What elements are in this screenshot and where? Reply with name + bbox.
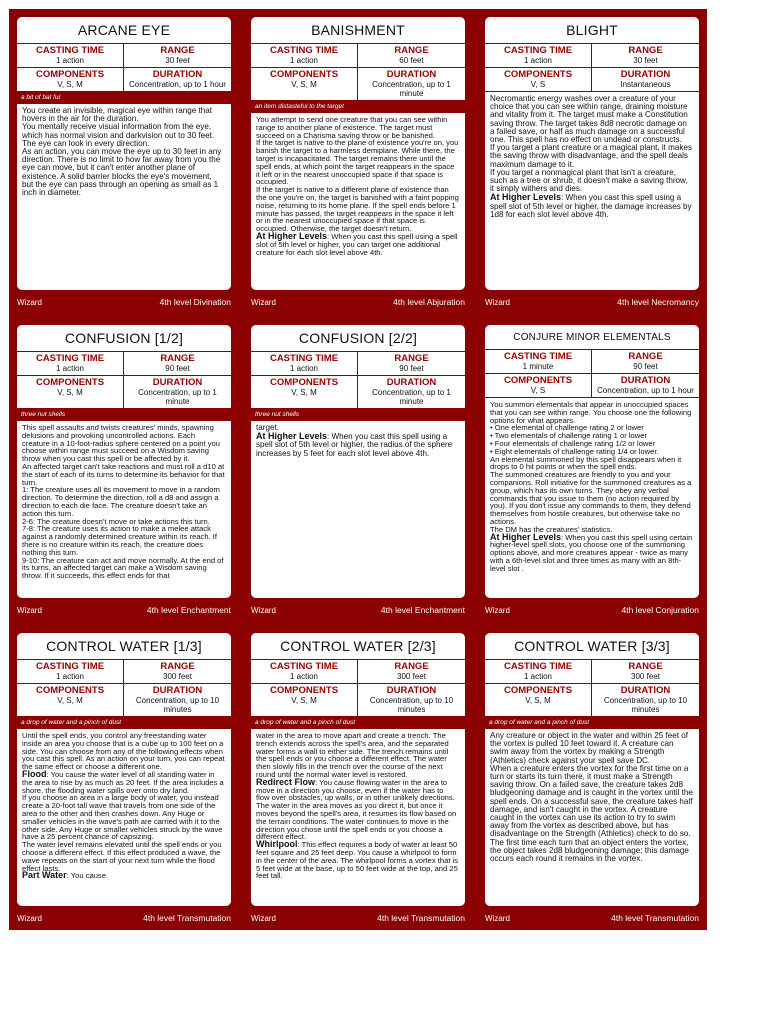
components-value: V, S, M bbox=[291, 80, 317, 89]
casting-time-value: 1 minute bbox=[522, 362, 554, 371]
bullet-item: • Two elementals of challenge rating 1 or lower bbox=[490, 431, 648, 441]
range-value: 90 feet bbox=[399, 364, 424, 373]
range-label: RANGE bbox=[160, 353, 195, 364]
casting-time-value: 1 action bbox=[55, 364, 85, 373]
description-paragraph: 1: The creature uses all its movement to move in a random direction. To determine the direction, roll a d8 and assign a direction to each die face. The creature doesn't take an action this turn. bbox=[22, 485, 220, 518]
spell-description bbox=[485, 729, 699, 863]
spell-card-control-water-3 bbox=[477, 625, 707, 930]
description-paragraph: You mentally receive visual information from the eye, which has normal vision and darkvision out to 30 feet. The eye can look in every direction. bbox=[22, 122, 215, 148]
card-title: CONTROL WATER [2/3] bbox=[280, 638, 436, 654]
card-footer bbox=[251, 602, 465, 618]
stats-grid bbox=[485, 349, 699, 398]
material-component: a drop of water and a pinch of dust bbox=[485, 717, 699, 729]
description-paragraph: An affected target can't take reactions and must roll a d10 at the start of each of its turns to determine its behavior for that turn. bbox=[22, 461, 225, 487]
range-value: 300 feet bbox=[397, 672, 426, 681]
duration-value: Concentration, up to 1 minute bbox=[372, 80, 451, 98]
material-component: an item distasteful to the target bbox=[251, 101, 465, 113]
duration-label: DURATION bbox=[620, 69, 671, 80]
class-label: Wizard bbox=[251, 297, 276, 307]
class-label: Wizard bbox=[485, 605, 510, 615]
casting-time-value: 1 action bbox=[289, 56, 319, 65]
casting-time-label: CASTING TIME bbox=[269, 353, 339, 364]
material-component: a bit of bat fur bbox=[17, 92, 231, 104]
description-paragraph: Any creature or object in the water and within 25 feet of the vortex is pulled 10 feet toward it. A creature can swim away from the vortex by making a Strength (Athletics) check against your spell save DC. bbox=[490, 731, 688, 765]
casting-time-value: 1 action bbox=[289, 364, 319, 373]
casting-time-value: 1 action bbox=[523, 672, 553, 681]
stats-grid bbox=[17, 351, 231, 409]
card-title: CONFUSION [2/2] bbox=[298, 330, 418, 346]
spell-card-banishment bbox=[243, 9, 473, 314]
higher-levels-label: At Higher Levels bbox=[256, 431, 328, 442]
spell-description bbox=[251, 421, 465, 458]
bullet-item: • Eight elementals of challenge rating 1/4 or lower. bbox=[490, 446, 659, 456]
spell-card-conjure-minor-elementals bbox=[477, 317, 707, 622]
spell-card-arcane-eye bbox=[9, 9, 239, 314]
description-paragraph: If you choose an area in a large body of water, you instead create a 20-foot tall wave that travels from one side of the area to the other and then crashes down. Any Huge or smaller vehicles in the wave's path are carried with it to the other side. Any Huge or smaller vehicles struck by the wave have a 25 percent chance of capsizing. bbox=[22, 793, 223, 842]
duration-label: DURATION bbox=[152, 69, 203, 80]
card-footer bbox=[17, 910, 231, 926]
level-school-label: 4th level Transmutation bbox=[377, 913, 465, 923]
casting-time-value: 1 action bbox=[55, 672, 85, 681]
card-footer bbox=[485, 910, 699, 926]
casting-time-label: CASTING TIME bbox=[35, 661, 105, 672]
casting-time-label: CASTING TIME bbox=[35, 353, 105, 364]
description-paragraph: You summon elementals that appear in unoccupied spaces that you can see within range. You choose one the following options for what appears. bbox=[490, 400, 692, 425]
casting-time-label: CASTING TIME bbox=[503, 661, 573, 672]
description-paragraph: If the target is native to the plane of existence you're on, you banish the target to a harmless demiplane. While there, the target is incapacitated. The target remains there until the spell ends, at which point the target reappears in the space it left or in the nearest unoccupied space if that space is occupied. bbox=[256, 138, 459, 187]
description-paragraph: 2-6: The creature doesn't move or take actions this turn. bbox=[22, 516, 210, 526]
description-paragraph: 7-8: The creature uses its action to make a melee attack against a randomly determined creature within its reach. If there is no creature within its reach, the creature does nothing this turn. bbox=[22, 524, 218, 557]
range-value: 300 feet bbox=[163, 672, 192, 681]
whirlpool-label: Whirlpool bbox=[256, 839, 298, 850]
higher-levels-text: : When you cast this spell using a spell slot of 5th level or higher, the radius of the sphere increases by 5 feet for each slot level above 4th. bbox=[256, 432, 453, 458]
spell-card-control-water-1 bbox=[9, 625, 239, 930]
components-label: COMPONENTS bbox=[35, 69, 105, 80]
components-label: COMPONENTS bbox=[503, 685, 573, 696]
spell-description bbox=[251, 113, 465, 256]
description-paragraph: Necromantic energy washes over a creature of your choice that you can see within range, draining moisture and vitality from it. The target must make a Constitution saving throw. The target takes 8d8 necrotic damage on a failed save, or half as much damage on a successful one. This spell has no effect on undead or constructs. bbox=[490, 94, 688, 145]
duration-value: Concentration, up to 10 minutes bbox=[135, 696, 220, 714]
class-label: Wizard bbox=[251, 913, 276, 923]
range-label: RANGE bbox=[628, 45, 663, 56]
spell-description bbox=[17, 421, 231, 580]
bullet-item: • One elemental of challenge rating 2 or lower bbox=[490, 423, 644, 433]
range-label: RANGE bbox=[394, 353, 429, 364]
bullet-item: • Four elementals of challenge rating 1/2 or lower bbox=[490, 438, 656, 448]
stats-grid bbox=[17, 659, 231, 717]
duration-value: Concentration, up to 10 minutes bbox=[603, 696, 688, 714]
components-label: COMPONENTS bbox=[269, 377, 339, 388]
description-paragraph: target. bbox=[256, 423, 279, 432]
flood-paragraph bbox=[22, 768, 225, 795]
higher-levels-label: At Higher Levels bbox=[256, 230, 328, 241]
flood-label: Flood bbox=[22, 768, 47, 779]
stats-grid bbox=[251, 351, 465, 409]
higher-levels-text: : When you cast this spell using a spell slot of 5th level or higher, the damage increases by 1d8 for each slot level above 4th. bbox=[490, 193, 692, 219]
components-label: COMPONENTS bbox=[35, 685, 105, 696]
material-component: a drop of water and a pinch of dust bbox=[251, 717, 465, 729]
spell-card-confusion-2 bbox=[243, 317, 473, 622]
level-school-label: 4th level Conjuration bbox=[621, 605, 699, 615]
card-title: BANISHMENT bbox=[311, 22, 405, 38]
stats-grid bbox=[251, 43, 465, 101]
casting-time-label: CASTING TIME bbox=[269, 661, 339, 672]
class-label: Wizard bbox=[17, 913, 42, 923]
card-title: CONFUSION [1/2] bbox=[64, 330, 184, 346]
material-component: three nut shells bbox=[251, 409, 465, 421]
card-title: CONTROL WATER [1/3] bbox=[46, 638, 202, 654]
level-school-label: 4th level Transmutation bbox=[611, 913, 699, 923]
card-footer bbox=[485, 294, 699, 310]
range-label: RANGE bbox=[160, 661, 195, 672]
level-school-label: 4th level Abjuration bbox=[393, 297, 465, 307]
redirect-flow-label: Redirect Flow bbox=[256, 776, 316, 787]
components-label: COMPONENTS bbox=[503, 69, 573, 80]
duration-value: Concentration, up to 10 minutes bbox=[369, 696, 454, 714]
spell-card-confusion-1 bbox=[9, 317, 239, 622]
spell-card-control-water-2 bbox=[243, 625, 473, 930]
class-label: Wizard bbox=[251, 605, 276, 615]
higher-levels-label: At Higher Levels bbox=[490, 531, 562, 542]
components-value: V, S bbox=[530, 386, 546, 395]
description-paragraph: water in the area to move apart and create a trench. The trench extends across the spell's area, and the separated water forms a wall to either side. The trench remains until the spell ends or you choose a different effect. The water then slowly fills in the trench over the course of the next round until the normal water level is restored. bbox=[256, 731, 449, 779]
part-water-label: Part Water bbox=[22, 870, 67, 881]
redirect-flow-text: : You cause flowing water in the area to move in a direction you choose, even if the water has to flow over obstacles, up walls, or in other unlikely directions. The water in the area moves as you direct it, but once it moves beyond the spell's area, it resumes its flow based on the terrain conditions. The water continues to move in the direction you chose until the spell ends or you choose a different effect. bbox=[256, 777, 457, 842]
description-paragraph: Until the spell ends, you control any freestanding water inside an area you choose that is a cube up to 100 feet on a side. You can choose from any of the following effects when you cast this spell. As an action on your turn, you can repeat the same effect or choose a different one. bbox=[22, 731, 225, 772]
part-water-paragraph bbox=[22, 872, 225, 880]
description-paragraph: An elemental summoned by this spell disappears when it drops to 0 hit points or when the spell ends. bbox=[490, 454, 682, 472]
spell-description bbox=[485, 398, 699, 573]
class-label: Wizard bbox=[485, 297, 510, 307]
description-paragraph: As an action, you can move the eye up to 30 feet in any direction. There is no limit to how far away from you the eye can move, but it can't enter another plane of existence. A solid barrier blocks the eye's movement, but the eye can pass through an opening as small as 1 inch in diameter. bbox=[22, 147, 222, 198]
duration-value: Concentration, up to 1 minute bbox=[138, 388, 217, 406]
description-paragraph: The DM has the creatures' statistics. bbox=[490, 524, 613, 534]
duration-label: DURATION bbox=[152, 377, 203, 388]
range-value: 90 feet bbox=[165, 364, 190, 373]
duration-label: DURATION bbox=[620, 375, 671, 386]
level-school-label: 4th level Divination bbox=[159, 297, 231, 307]
components-value: V, S bbox=[530, 80, 546, 89]
range-label: RANGE bbox=[628, 351, 663, 362]
casting-time-value: 1 action bbox=[55, 56, 85, 65]
duration-label: DURATION bbox=[620, 685, 671, 696]
components-value: V, S, M bbox=[57, 80, 83, 89]
card-footer bbox=[251, 910, 465, 926]
description-paragraph: The first time each turn that an object enters the vortex, the object takes 2d8 bludgeoning damage; this damage occurs each round it remains in the vortex. bbox=[490, 837, 689, 864]
card-footer bbox=[251, 294, 465, 310]
duration-value: Concentration, up to 1 hour bbox=[597, 386, 694, 395]
casting-time-label: CASTING TIME bbox=[269, 45, 339, 56]
components-value: V, S, M bbox=[57, 696, 83, 705]
card-title: CONTROL WATER [3/3] bbox=[514, 638, 670, 654]
higher-levels-paragraph bbox=[490, 193, 693, 219]
duration-label: DURATION bbox=[386, 685, 437, 696]
whirlpool-text: : This effect requires a body of water at least 50 feet square and 25 feet deep. You cause a whirlpool to form in the center of the area. The whirlpool forms a vortex that is 5 feet wide at the base, up to 50 feet wide at the top, and 25 feet tall. bbox=[256, 840, 459, 881]
range-value: 60 feet bbox=[399, 56, 424, 65]
range-label: RANGE bbox=[394, 45, 429, 56]
components-value: V, S, M bbox=[57, 388, 83, 397]
duration-label: DURATION bbox=[386, 377, 437, 388]
range-value: 90 feet bbox=[633, 362, 658, 371]
spell-description bbox=[17, 104, 231, 197]
range-value: 300 feet bbox=[631, 672, 660, 681]
level-school-label: 4th level Necromancy bbox=[617, 297, 699, 307]
part-water-text: : You cause bbox=[66, 871, 106, 881]
description-paragraph: If the target is native to a different plane of existence than the one you're on, the target is banished with a faint popping noise, returning to its home plane. If the spell ends before 1 minute has passed, the target reappears in the space it left or in the nearest unoccupied space if that space is occupied. Otherwise, the target doesn't return. bbox=[256, 185, 459, 234]
duration-value: Concentration, up to 1 hour bbox=[129, 80, 226, 89]
description-paragraph: 9-10: The creature can act and move normally. At the end of its turns, an affected target can make a Wisdom saving throw. If it succeeds, this effect ends for that bbox=[22, 555, 224, 581]
card-footer bbox=[485, 602, 699, 618]
range-label: RANGE bbox=[394, 661, 429, 672]
casting-time-label: CASTING TIME bbox=[35, 45, 105, 56]
range-value: 30 feet bbox=[165, 56, 190, 65]
material-component: three nut shells bbox=[17, 409, 231, 421]
spell-description bbox=[485, 92, 699, 219]
description-paragraph: This spell assaults and twists creatures' minds, spawning delusions and provoking uncontrolled actions. Each creature in a 10-foot-radius sphere centered on a point you choose within range must succeed on a Wisdom saving throw when you cast this spell or be affected by it. bbox=[22, 423, 220, 464]
stats-grid bbox=[485, 43, 699, 92]
card-title: BLIGHT bbox=[566, 22, 618, 38]
description-paragraph: You create an invisible, magical eye within range that hovers in the air for the duration. bbox=[22, 106, 213, 124]
higher-levels-label: At Higher Levels bbox=[490, 192, 562, 203]
components-label: COMPONENTS bbox=[269, 685, 339, 696]
card-title: ARCANE EYE bbox=[77, 22, 171, 38]
components-label: COMPONENTS bbox=[503, 375, 573, 386]
flood-text: : You cause the water level of all standing water in the area to rise by as much as 20 feet. If the area includes a shore, the flooding water spills over onto dry land. bbox=[22, 769, 224, 795]
casting-time-value: 1 action bbox=[523, 56, 553, 65]
stats-grid bbox=[485, 659, 699, 717]
components-label: COMPONENTS bbox=[269, 69, 339, 80]
description-paragraph: If you target a plant creature or a magical plant, it makes the saving throw with disadvantage, and the spell deals maximum damage to it. bbox=[490, 143, 692, 169]
casting-time-value: 1 action bbox=[289, 672, 319, 681]
level-school-label: 4th level Enchantment bbox=[146, 605, 231, 615]
higher-levels-text: : When you cast this spell using a spell slot of 5th level or higher, you can target one additional creature for each slot level above 4th. bbox=[256, 231, 458, 257]
description-paragraph: You attempt to send one creature that you can see within range to another plane of existence. The target must succeed on a Charisma saving throw or be banished. bbox=[256, 115, 448, 140]
stats-grid bbox=[251, 659, 465, 717]
whirlpool-paragraph bbox=[256, 841, 459, 880]
duration-value: Instantaneous bbox=[620, 80, 671, 89]
card-sheet bbox=[9, 9, 707, 930]
spell-description bbox=[17, 729, 231, 880]
class-label: Wizard bbox=[17, 605, 42, 615]
description-paragraph: The water level remains elevated until the spell ends or you choose a different effect. If this effect produced a wave, the wave repeats on the start of your next turn while the flood effect lasts. bbox=[22, 840, 222, 873]
spell-card-blight bbox=[477, 9, 707, 314]
description-paragraph: When a creature enters the vortex for the first time on a turn or starts its turn there, it must make a Strength saving throw. On a failed save, the creature takes 2d8 bludgeoning damage and is caught in the vortex until the spell ends. On a successful save, the creature takes half damage, and isn't caught in the vortex. A creature caught in the vortex can use its action to try to swim away from the vortex as described above, but has disadvantage on the Strength (Athletics) check to do so. bbox=[490, 763, 693, 839]
range-label: RANGE bbox=[628, 661, 663, 672]
redirect-flow-paragraph bbox=[256, 776, 459, 842]
stats-grid bbox=[17, 43, 231, 92]
spell-description bbox=[251, 729, 465, 880]
level-school-label: 4th level Transmutation bbox=[143, 913, 231, 923]
duration-label: DURATION bbox=[386, 69, 437, 80]
class-label: Wizard bbox=[485, 913, 510, 923]
description-paragraph: The summoned creatures are friendly to you and your companions. Roll initiative for the summoned creatures as a group, which has its own turns. They obey any verbal commands that you issue to them (no action required by you). If you don't issue any commands to them, they defend themselves from hostile creatures, but otherwise take no actions. bbox=[490, 470, 692, 526]
components-value: V, S, M bbox=[525, 696, 551, 705]
components-label: COMPONENTS bbox=[35, 377, 105, 388]
card-footer bbox=[17, 602, 231, 618]
higher-levels-text: : When you cast this spell using certain higher-level spell slots, you choose one of the summoning options above, and more creatures appear - twice as many with a 6th-level slot and three times as many with an 8th-level slot . bbox=[490, 532, 693, 573]
card-title: CONJURE MINOR ELEMENTALS bbox=[513, 331, 671, 343]
higher-levels-paragraph bbox=[490, 531, 693, 573]
casting-time-label: CASTING TIME bbox=[503, 45, 573, 56]
higher-levels-paragraph bbox=[256, 432, 459, 458]
components-value: V, S, M bbox=[291, 696, 317, 705]
range-value: 30 feet bbox=[633, 56, 658, 65]
card-footer bbox=[17, 294, 231, 310]
higher-levels-paragraph bbox=[256, 230, 459, 257]
material-component: a drop of water and a pinch of dust bbox=[17, 717, 231, 729]
casting-time-label: CASTING TIME bbox=[503, 351, 573, 362]
description-paragraph: If you target a nonmagical plant that isn't a creature, such as a tree or shrub, it doesn't make a saving throw, it simply withers and dies. bbox=[490, 167, 688, 194]
duration-value: Concentration, up to 1 minute bbox=[372, 388, 451, 406]
range-label: RANGE bbox=[160, 45, 195, 56]
level-school-label: 4th level Enchantment bbox=[380, 605, 465, 615]
class-label: Wizard bbox=[17, 297, 42, 307]
duration-label: DURATION bbox=[152, 685, 203, 696]
components-value: V, S, M bbox=[291, 388, 317, 397]
